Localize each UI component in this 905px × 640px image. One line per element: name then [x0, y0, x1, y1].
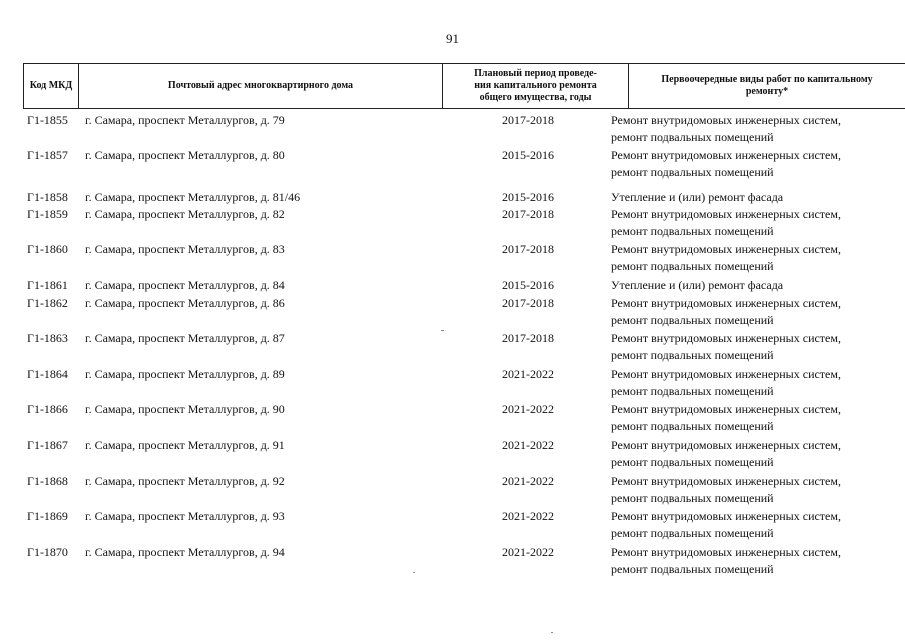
cell-address: г. Самара, проспект Металлургов, д. 80 — [85, 148, 285, 162]
cell-period: 2021-2022 — [502, 474, 554, 488]
cell-code: Г1-1870 — [27, 545, 68, 559]
cell-period: 2021-2022 — [502, 402, 554, 416]
cell-works-line: ремонт подвальных помещений — [611, 224, 774, 238]
cell-works-line: ремонт подвальных помещений — [611, 130, 774, 144]
cell-works-line: ремонт подвальных помещений — [611, 384, 774, 398]
cell-address: г. Самара, проспект Металлургов, д. 89 — [85, 367, 285, 381]
cell-period: 2017-2018 — [502, 113, 554, 127]
cell-address: г. Самара, проспект Металлургов, д. 84 — [85, 278, 285, 292]
cell-address: г. Самара, проспект Металлургов, д. 79 — [85, 113, 285, 127]
cell-works-line: ремонт подвальных помещений — [611, 348, 774, 362]
cell-works-line: ремонт подвальных помещений — [611, 562, 774, 576]
cell-period: 2015-2016 — [502, 190, 554, 204]
cell-works-line: Ремонт внутридомовых инженерных систем, — [611, 331, 841, 345]
cell-address: г. Самара, проспект Металлургов, д. 91 — [85, 438, 285, 452]
cell-works — [611, 544, 896, 578]
cell-period: 2021-2022 — [502, 438, 554, 452]
cell-code: Г1-1863 — [27, 331, 68, 345]
cell-address: г. Самара, проспект Металлургов, д. 90 — [85, 402, 285, 416]
cell-period: 2015-2016 — [502, 278, 554, 292]
cell-works — [611, 401, 896, 435]
table-row — [0, 544, 905, 578]
cell-period: 2015-2016 — [502, 148, 554, 162]
scan-speck — [551, 632, 553, 633]
cell-period: 2017-2018 — [502, 242, 554, 256]
cell-address: г. Самара, проспект Металлургов, д. 93 — [85, 509, 285, 523]
table-row — [0, 330, 905, 364]
cell-works-line: ремонт подвальных помещений — [611, 455, 774, 469]
cell-works-line: Ремонт внутридомовых инженерных систем, — [611, 474, 841, 488]
cell-works-line: ремонт подвальных помещений — [611, 491, 774, 505]
cell-code: Г1-1869 — [27, 509, 68, 523]
cell-works-line: Ремонт внутридомовых инженерных систем, — [611, 545, 841, 559]
header-works — [629, 64, 905, 108]
cell-works-line: Ремонт внутридомовых инженерных систем, — [611, 242, 841, 256]
cell-works-line: ремонт подвальных помещений — [611, 259, 774, 273]
table-row — [0, 147, 905, 181]
cell-code: Г1-1868 — [27, 474, 68, 488]
cell-works-line: Утепление и (или) ремонт фасада — [611, 278, 784, 292]
cell-works — [611, 508, 896, 542]
cell-works — [611, 147, 896, 181]
header-period-line: общего имущества, годы — [479, 92, 592, 103]
cell-works-line: Ремонт внутридомовых инженерных систем, — [611, 402, 841, 416]
header-code: Код МКД — [23, 64, 79, 108]
table-header — [23, 63, 905, 109]
table-row — [0, 366, 905, 400]
cell-code: Г1-1866 — [27, 402, 68, 416]
cell-works — [611, 112, 896, 146]
cell-code: Г1-1864 — [27, 367, 68, 381]
table-row — [0, 401, 905, 435]
cell-code: Г1-1861 — [27, 278, 68, 292]
cell-period: 2021-2022 — [502, 545, 554, 559]
cell-works-line: Ремонт внутридомовых инженерных систем, — [611, 113, 841, 127]
table-row — [0, 473, 905, 507]
header-period-line: Плановый период проведе- — [474, 68, 597, 79]
cell-works-line: Ремонт внутридомовых инженерных систем, — [611, 207, 841, 221]
cell-address: г. Самара, проспект Металлургов, д. 92 — [85, 474, 285, 488]
header-works-line: ремонту* — [745, 86, 789, 97]
cell-works — [611, 206, 896, 240]
cell-period: 2017-2018 — [502, 331, 554, 345]
table-row — [0, 112, 905, 146]
cell-works-line: Ремонт внутридомовых инженерных систем, — [611, 509, 841, 523]
cell-works — [611, 366, 896, 400]
cell-code: Г1-1860 — [27, 242, 68, 256]
cell-works — [611, 330, 896, 364]
header-address: Почтовый адрес многоквартирного дома — [79, 64, 443, 108]
cell-works — [611, 241, 896, 275]
cell-code: Г1-1867 — [27, 438, 68, 452]
table-row — [0, 241, 905, 275]
table-row — [0, 206, 905, 240]
cell-address: г. Самара, проспект Металлургов, д. 86 — [85, 296, 285, 310]
header-works-line: Первоочередные виды работ по капитальному — [661, 74, 873, 85]
cell-works-line: Ремонт внутридомовых инженерных систем, — [611, 296, 841, 310]
cell-works — [611, 189, 896, 206]
table-row — [0, 437, 905, 471]
page-number: 91 — [446, 31, 459, 46]
cell-works-line: Утепление и (или) ремонт фасада — [611, 190, 784, 204]
cell-address: г. Самара, проспект Металлургов, д. 94 — [85, 545, 285, 559]
table-row — [0, 508, 905, 542]
scan-speck — [441, 330, 444, 331]
cell-code: Г1-1858 — [27, 190, 68, 204]
cell-works — [611, 277, 896, 294]
scan-speck — [413, 572, 415, 573]
cell-address: г. Самара, проспект Металлургов, д. 87 — [85, 331, 285, 345]
cell-address: г. Самара, проспект Металлургов, д. 83 — [85, 242, 285, 256]
cell-period: 2021-2022 — [502, 509, 554, 523]
cell-period: 2021-2022 — [502, 367, 554, 381]
cell-code: Г1-1855 — [27, 113, 68, 127]
cell-works-line: ремонт подвальных помещений — [611, 165, 774, 179]
header-period — [443, 64, 629, 108]
cell-code: Г1-1859 — [27, 207, 68, 221]
cell-works-line: ремонт подвальных помещений — [611, 526, 774, 540]
cell-works — [611, 437, 896, 471]
cell-works-line: Ремонт внутридомовых инженерных систем, — [611, 438, 841, 452]
cell-code: Г1-1857 — [27, 148, 68, 162]
table-row — [0, 295, 905, 329]
cell-code: Г1-1862 — [27, 296, 68, 310]
cell-works — [611, 473, 896, 507]
cell-works-line: Ремонт внутридомовых инженерных систем, — [611, 148, 841, 162]
cell-address: г. Самара, проспект Металлургов, д. 82 — [85, 207, 285, 221]
cell-works — [611, 295, 896, 329]
cell-period: 2017-2018 — [502, 207, 554, 221]
cell-period: 2017-2018 — [502, 296, 554, 310]
header-period-line: ния капитального ремонта — [474, 80, 597, 91]
cell-address: г. Самара, проспект Металлургов, д. 81/46 — [85, 190, 301, 204]
cell-works-line: ремонт подвальных помещений — [611, 419, 774, 433]
cell-works-line: Ремонт внутридомовых инженерных систем, — [611, 367, 841, 381]
cell-works-line: ремонт подвальных помещений — [611, 313, 774, 327]
